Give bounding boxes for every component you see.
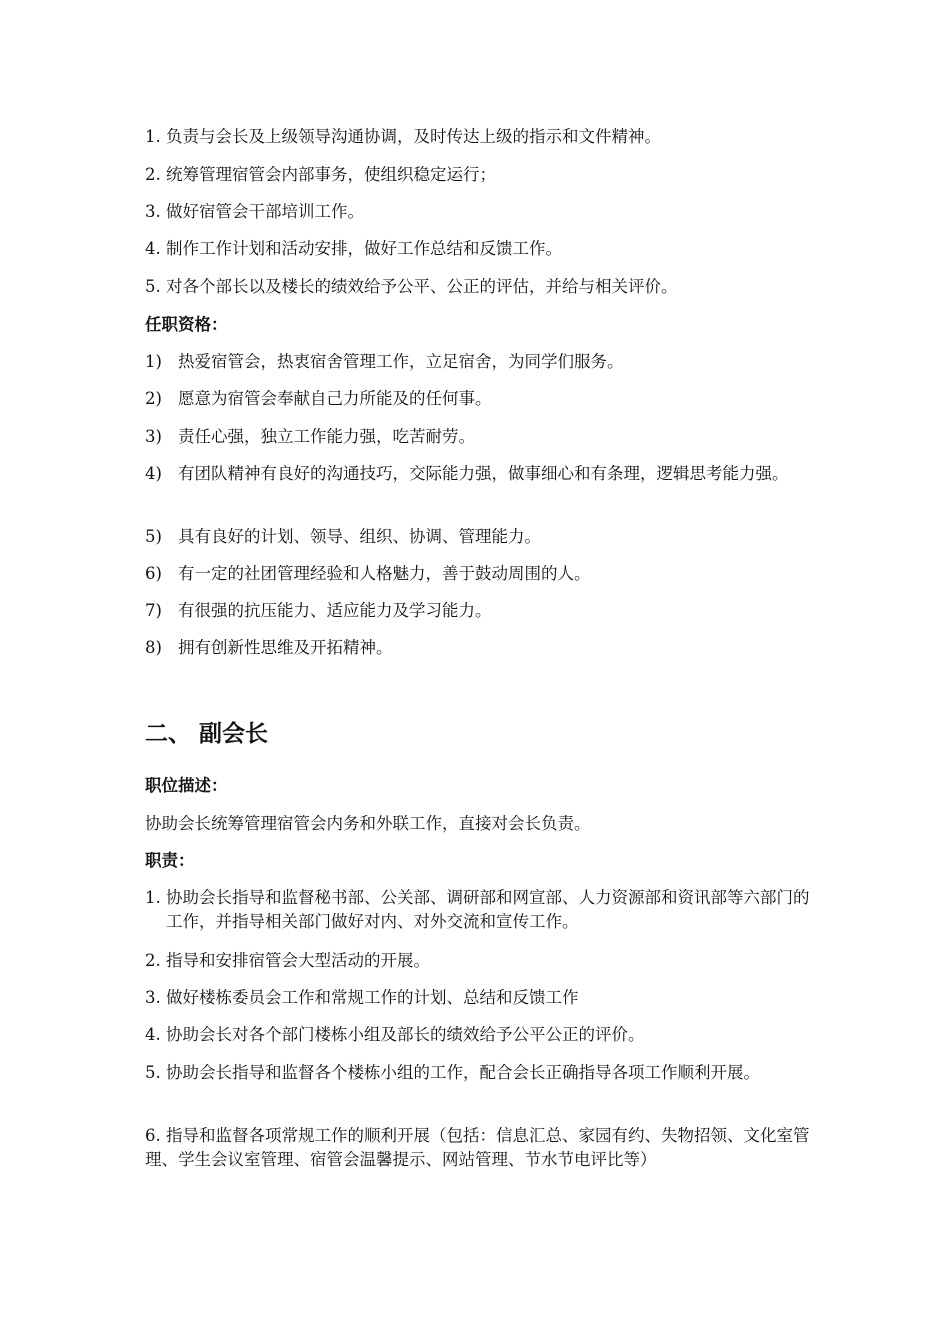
list-text: 热爱宿管会，热衷宿舍管理工作，立足宿舍，为同学们服务。	[178, 352, 624, 371]
list-text: 具有良好的计划、领导、组织、协调、管理能力。	[178, 527, 541, 546]
list-marker: 4)	[145, 464, 162, 483]
list-marker: 2)	[145, 389, 162, 408]
qualification-item	[145, 425, 815, 449]
list-marker: 8)	[145, 638, 162, 657]
qualification-item	[145, 462, 815, 486]
list-text: 有很强的抗压能力、适应能力及学习能力。	[178, 601, 492, 620]
list-text: 拥有创新性思维及开拓精神。	[178, 638, 393, 657]
duty-heading: 职责：	[145, 851, 195, 870]
vp-duty-text: 1. 协助会长指导和监督秘书部、公关部、调研部和网宣部、人力资源部和资讯部等六部门的工作，并指导相关部门做好对内、对外交流和宣传工作。	[145, 888, 810, 931]
qualification-item	[145, 599, 815, 623]
list-text: 有团队精神有良好的沟通技巧，交际能力强，做事细心和有条理，逻辑思考能力强。	[178, 464, 789, 483]
description-text: 协助会长统筹管理宿管会内务和外联工作，直接对会长负责。	[145, 814, 591, 833]
vp-duty-item-4: 4. 协助会长对各个部门楼栋小组及部长的绩效给予公平公正的评价。	[145, 1025, 645, 1044]
list-text: 有一定的社团管理经验和人格魅力，善于鼓动周围的人。	[178, 564, 591, 583]
list-text: 责任心强，独立工作能力强，吃苦耐劳。	[178, 427, 475, 446]
qualification-item	[145, 636, 815, 660]
vp-duty-item-6: 6. 指导和监督各项常规工作的顺利开展（包括：信息汇总、家园有约、失物招领、文化室管理、学生会议室管理、宿管会温馨提示、网站管理、节水节电评比等）	[145, 1126, 810, 1169]
list-marker: 7)	[145, 601, 162, 620]
description-heading: 职位描述：	[145, 776, 228, 795]
vp-duty-item-5: 5. 协助会长指导和监督各个楼栋小组的工作，配合会长正确指导各项工作顺利开展。	[145, 1063, 760, 1082]
vp-duty-item-3: 3. 做好楼栋委员会工作和常规工作的计划、总结和反馈工作	[145, 988, 579, 1007]
qualification-item	[145, 387, 815, 411]
duty-item-4: 4. 制作工作计划和活动安排，做好工作总结和反馈工作。	[145, 239, 562, 258]
duty-item-3: 3. 做好宿管会干部培训工作。	[145, 202, 364, 221]
qualification-item	[145, 350, 815, 374]
qualification-item	[145, 525, 815, 549]
duty-item-5: 5. 对各个部长以及楼长的绩效给予公平、公正的评估，并给与相关评价。	[145, 277, 678, 296]
list-marker: 5)	[145, 527, 162, 546]
list-marker: 3)	[145, 427, 162, 446]
section-title: 二、 副会长	[145, 721, 269, 747]
vp-duty-item-2: 2. 指导和安排宿管会大型活动的开展。	[145, 951, 430, 970]
duty-item-1: 1. 负责与会长及上级领导沟通协调，及时传达上级的指示和文件精神。	[145, 127, 661, 146]
qualification-heading: 任职资格：	[145, 315, 228, 334]
list-text: 愿意为宿管会奉献自己力所能及的任何事。	[178, 389, 492, 408]
duty-item-2: 2. 统筹管理宿管会内部事务，使组织稳定运行；	[145, 165, 496, 184]
list-marker: 1)	[145, 352, 162, 371]
qualification-item	[145, 562, 815, 586]
list-marker: 6)	[145, 564, 162, 583]
vp-duty-item-1	[145, 886, 815, 934]
